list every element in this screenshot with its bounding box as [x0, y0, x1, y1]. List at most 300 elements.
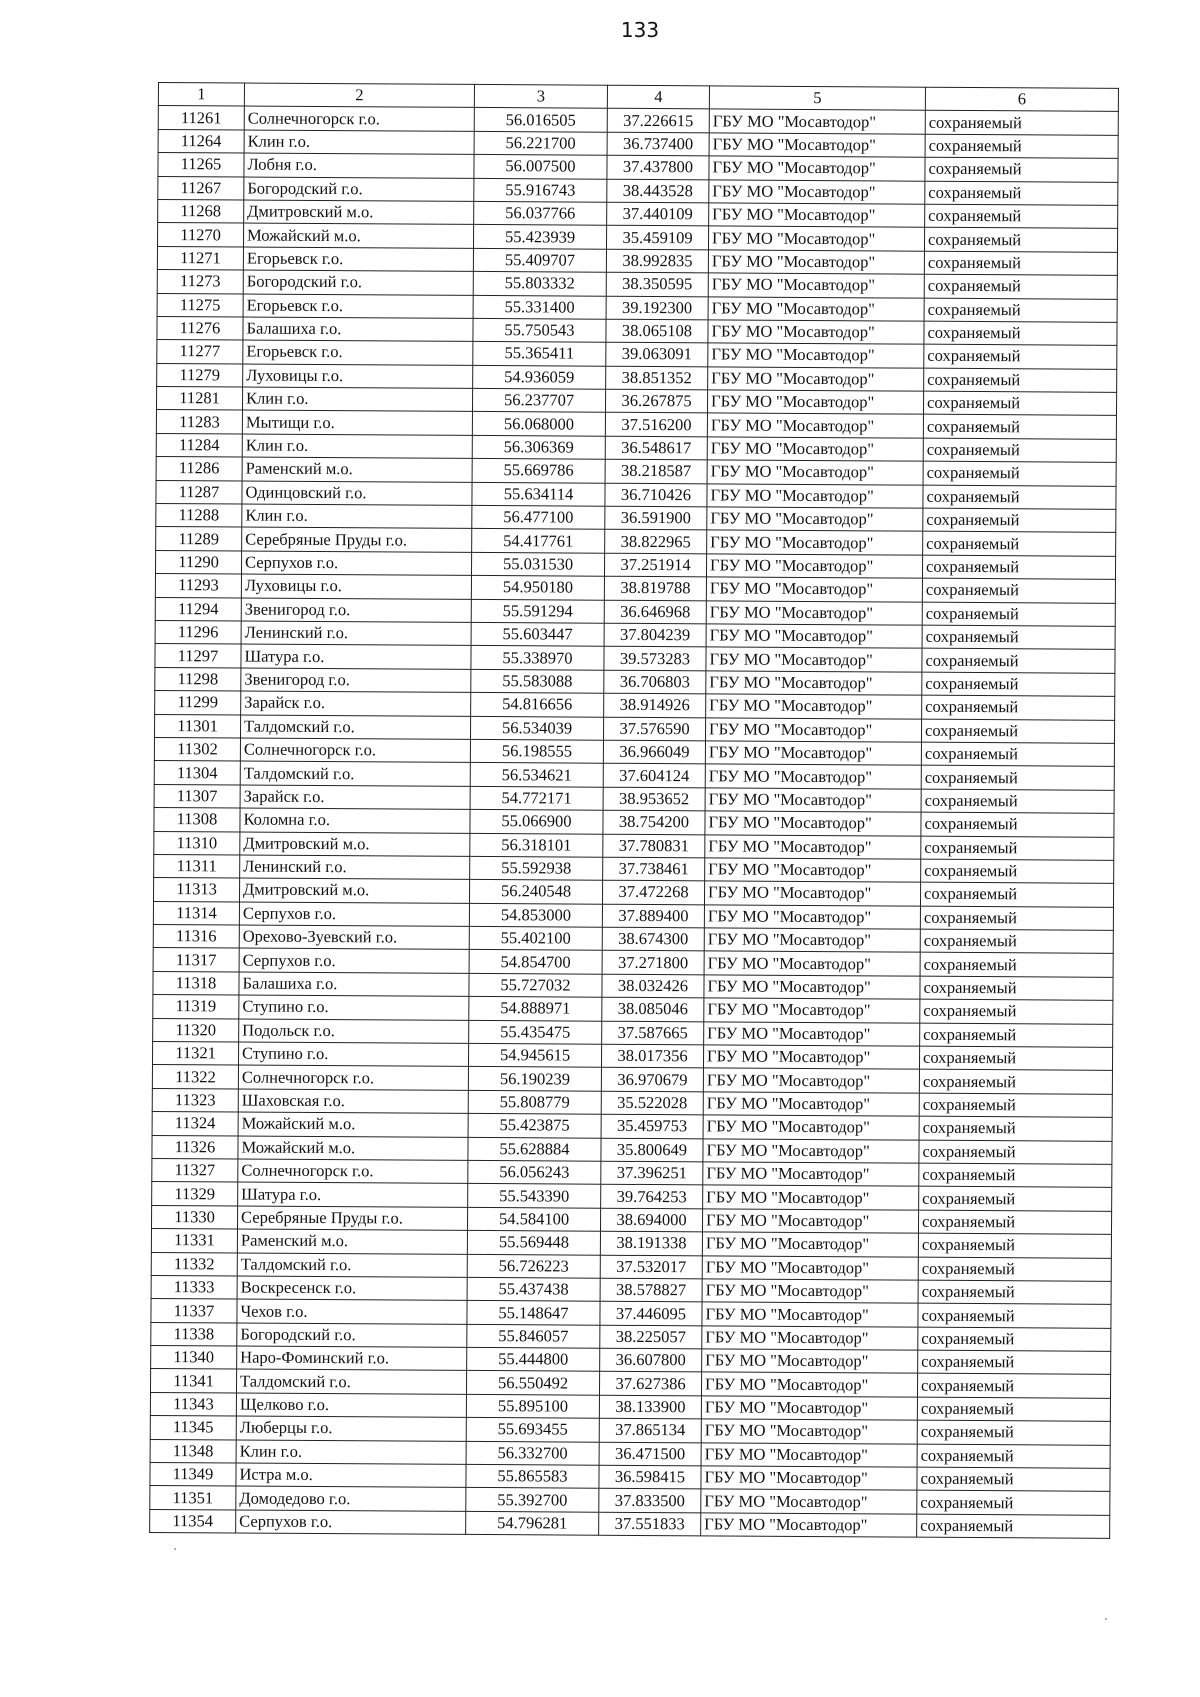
cell-longitude: 36.548617 — [605, 436, 707, 460]
cell-municipality: Клин г.о. — [242, 387, 472, 412]
cell-status: сохраняемый — [923, 508, 1116, 533]
cell-owner: ГБУ МО "Мосавтодор" — [707, 390, 923, 415]
cell-municipality: Шаховская г.о. — [238, 1089, 468, 1114]
cell-owner: ГБУ МО "Мосавтодор" — [705, 717, 921, 742]
cell-municipality: Богородский г.о. — [237, 1323, 467, 1348]
column-header-5: 5 — [709, 86, 925, 111]
cell-status: сохраняемый — [920, 929, 1113, 954]
cell-owner: ГБУ МО "Мосавтодор" — [707, 460, 923, 485]
cell-latitude: 54.945615 — [468, 1043, 601, 1067]
scan-speck — [174, 1548, 176, 1550]
cell-latitude: 56.190239 — [468, 1067, 601, 1091]
cell-row-id: 11331 — [151, 1229, 237, 1253]
cell-owner: ГБУ МО "Мосавтодор" — [702, 1209, 918, 1234]
cell-latitude: 54.417761 — [472, 529, 605, 553]
column-header-2: 2 — [244, 83, 474, 108]
cell-owner: ГБУ МО "Мосавтодор" — [703, 1162, 919, 1187]
cell-municipality: Дмитровский м.о. — [240, 832, 470, 857]
cell-owner: ГБУ МО "Мосавтодор" — [709, 109, 925, 134]
cell-latitude: 54.584100 — [467, 1207, 600, 1231]
cell-municipality: Звенигород г.о. — [241, 668, 471, 693]
cell-longitude: 38.133900 — [599, 1395, 701, 1419]
cell-municipality: Чехов г.о. — [237, 1299, 467, 1324]
cell-row-id: 11290 — [155, 550, 241, 574]
cell-status: сохраняемый — [921, 836, 1114, 861]
cell-municipality: Клин г.о. — [244, 130, 474, 155]
cell-row-id: 11322 — [152, 1065, 238, 1089]
cell-owner: ГБУ МО "Мосавтодор" — [701, 1442, 917, 1467]
cell-owner: ГБУ МО "Мосавтодор" — [704, 928, 920, 953]
cell-longitude: 37.627386 — [599, 1372, 701, 1396]
cell-owner: ГБУ МО "Мосавтодор" — [703, 1068, 919, 1093]
cell-row-id: 11277 — [157, 340, 243, 364]
cell-owner: ГБУ МО "Мосавтодор" — [709, 179, 925, 204]
cell-row-id: 11297 — [155, 644, 241, 668]
cell-owner: ГБУ МО "Мосавтодор" — [709, 156, 925, 181]
cell-status: сохраняемый — [923, 438, 1116, 463]
cell-row-id: 11268 — [158, 199, 244, 223]
cell-status: сохраняемый — [918, 1303, 1111, 1328]
cell-owner: ГБУ МО "Мосавтодор" — [704, 1021, 920, 1046]
cell-longitude: 35.522028 — [601, 1091, 703, 1115]
cell-status: сохраняемый — [923, 485, 1116, 510]
cell-row-id: 11323 — [152, 1088, 238, 1112]
cell-owner: ГБУ МО "Мосавтодор" — [704, 975, 920, 1000]
cell-row-id: 11314 — [153, 901, 239, 925]
cell-municipality: Коломна г.о. — [240, 808, 470, 833]
cell-status: сохраняемый — [917, 1397, 1110, 1422]
cell-latitude: 55.693455 — [466, 1418, 599, 1442]
cell-owner: ГБУ МО "Мосавтодор" — [708, 367, 924, 392]
cell-latitude: 56.550492 — [466, 1371, 599, 1395]
cell-municipality: Балашиха г.о. — [239, 972, 469, 997]
cell-status: сохраняемый — [918, 1210, 1111, 1235]
cell-longitude: 38.754200 — [603, 810, 705, 834]
cell-latitude: 56.332700 — [466, 1441, 599, 1465]
cell-status: сохраняемый — [919, 1093, 1112, 1118]
cell-latitude: 56.068000 — [472, 412, 605, 436]
cell-status: сохраняемый — [924, 251, 1117, 276]
cell-longitude: 37.865134 — [599, 1418, 701, 1442]
cell-municipality: Луховицы г.о. — [241, 574, 471, 599]
column-header-1: 1 — [158, 83, 244, 107]
cell-longitude: 36.591900 — [605, 506, 707, 530]
cell-latitude: 55.365411 — [473, 342, 606, 366]
cell-row-id: 11345 — [150, 1416, 236, 1440]
cell-longitude: 37.440109 — [607, 202, 709, 226]
cell-owner: ГБУ МО "Мосавтодор" — [705, 834, 921, 859]
cell-row-id: 11271 — [157, 246, 243, 270]
cell-latitude: 55.409707 — [473, 248, 606, 272]
cell-status: сохраняемый — [924, 274, 1117, 299]
cell-row-id: 11279 — [157, 363, 243, 387]
cell-longitude: 37.587665 — [602, 1021, 704, 1045]
cell-longitude: 37.576590 — [603, 717, 705, 741]
cell-status: сохраняемый — [922, 602, 1115, 627]
cell-municipality: Егорьевск г.о. — [243, 340, 473, 365]
cell-longitude: 38.819788 — [604, 576, 706, 600]
cell-longitude: 37.804239 — [604, 623, 706, 647]
cell-latitude: 55.865583 — [466, 1464, 599, 1488]
cell-latitude: 55.591294 — [471, 599, 604, 623]
cell-row-id: 11326 — [152, 1135, 238, 1159]
cell-municipality: Серебряные Пруды г.о. — [242, 527, 472, 552]
cell-owner: ГБУ МО "Мосавтодор" — [702, 1302, 918, 1327]
cell-status: сохраняемый — [921, 766, 1114, 791]
cell-municipality: Люберцы г.о. — [236, 1416, 466, 1441]
cell-row-id: 11287 — [156, 480, 242, 504]
cell-municipality: Раменский м.о. — [242, 457, 472, 482]
cell-status: сохраняемый — [922, 672, 1115, 697]
cell-municipality: Серпухов г.о. — [239, 948, 469, 973]
cell-longitude: 37.472268 — [602, 881, 704, 905]
cell-latitude: 56.221700 — [474, 131, 607, 155]
cell-municipality: Ступино г.о. — [239, 995, 469, 1020]
cell-status: сохраняемый — [921, 742, 1114, 767]
cell-longitude: 37.551833 — [599, 1512, 701, 1536]
cell-municipality: Домодедово г.о. — [236, 1486, 466, 1511]
cell-longitude: 35.800649 — [601, 1138, 703, 1162]
cell-owner: ГБУ МО "Мосавтодор" — [706, 671, 922, 696]
cell-row-id: 11316 — [153, 925, 239, 949]
cell-latitude: 55.583088 — [471, 669, 604, 693]
cell-owner: ГБУ МО "Мосавтодор" — [708, 226, 924, 251]
cell-status: сохраняемый — [925, 157, 1118, 182]
cell-status: сохраняемый — [919, 1046, 1112, 1071]
cell-owner: ГБУ МО "Мосавтодор" — [705, 811, 921, 836]
cell-row-id: 11299 — [155, 691, 241, 715]
cell-municipality: Талдомский г.о. — [236, 1369, 466, 1394]
cell-latitude: 54.816656 — [471, 693, 604, 717]
cell-row-id: 11301 — [154, 714, 240, 738]
cell-row-id: 11288 — [156, 504, 242, 528]
cell-status: сохраняемый — [924, 344, 1117, 369]
cell-longitude: 38.225057 — [600, 1325, 702, 1349]
cell-row-id: 11307 — [154, 784, 240, 808]
cell-owner: ГБУ МО "Мосавтодор" — [706, 554, 922, 579]
cell-longitude: 36.267875 — [605, 389, 707, 413]
cell-latitude: 54.772171 — [470, 786, 603, 810]
cell-longitude: 38.032426 — [602, 974, 704, 998]
cell-latitude: 54.796281 — [466, 1511, 599, 1535]
cell-municipality: Шатура г.о. — [241, 644, 471, 669]
cell-row-id: 11281 — [156, 387, 242, 411]
cell-row-id: 11343 — [150, 1392, 236, 1416]
cell-owner: ГБУ МО "Мосавтодор" — [702, 1349, 918, 1374]
cell-owner: ГБУ МО "Мосавтодор" — [701, 1372, 917, 1397]
cell-owner: ГБУ МО "Мосавтодор" — [705, 741, 921, 766]
page-number: 133 — [620, 18, 660, 42]
cell-municipality: Щелково г.о. — [236, 1393, 466, 1418]
cell-status: сохраняемый — [922, 695, 1115, 720]
cell-owner: ГБУ МО "Мосавтодор" — [702, 1326, 918, 1351]
cell-municipality: Балашиха г.о. — [243, 317, 473, 342]
cell-latitude: 56.306369 — [472, 435, 605, 459]
cell-owner: ГБУ МО "Мосавтодор" — [701, 1396, 917, 1421]
cell-municipality: Зарайск г.о. — [240, 785, 470, 810]
cell-row-id: 11276 — [157, 316, 243, 340]
cell-status: сохраняемый — [925, 134, 1118, 159]
cell-municipality: Егорьевск г.о. — [243, 247, 473, 272]
cell-owner: ГБУ МО "Мосавтодор" — [703, 1138, 919, 1163]
cell-row-id: 11270 — [157, 223, 243, 247]
cell-status: сохраняемый — [917, 1374, 1110, 1399]
cell-municipality: Клин г.о. — [242, 504, 472, 529]
cell-latitude: 54.950180 — [471, 576, 604, 600]
cell-latitude: 55.444800 — [467, 1348, 600, 1372]
cell-owner: ГБУ МО "Мосавтодор" — [709, 133, 925, 158]
cell-longitude: 37.446095 — [600, 1302, 702, 1326]
cell-status: сохраняемый — [922, 578, 1115, 603]
cell-owner: ГБУ МО "Мосавтодор" — [706, 647, 922, 672]
cell-municipality: Серпухов г.о. — [239, 902, 469, 927]
cell-latitude: 55.331400 — [473, 295, 606, 319]
cell-row-id: 11349 — [150, 1463, 236, 1487]
cell-owner: ГБУ МО "Мосавтодор" — [707, 507, 923, 532]
cell-latitude: 54.936059 — [473, 365, 606, 389]
column-header-6: 6 — [925, 87, 1118, 112]
cell-row-id: 11275 — [157, 293, 243, 317]
cell-longitude: 37.889400 — [602, 904, 704, 928]
cell-row-id: 11311 — [154, 854, 240, 878]
cell-status: сохраняемый — [922, 625, 1115, 650]
table-row — [150, 1509, 1110, 1538]
cell-status: сохраняемый — [918, 1350, 1111, 1375]
cell-municipality: Солнечногорск г.о. — [238, 1159, 468, 1184]
cell-longitude: 38.065108 — [606, 319, 708, 343]
cell-latitude: 55.437438 — [467, 1277, 600, 1301]
cell-municipality: Раменский м.о. — [237, 1229, 467, 1254]
cell-row-id: 11284 — [156, 433, 242, 457]
cell-longitude: 37.516200 — [605, 413, 707, 437]
cell-status: сохраняемый — [919, 1187, 1112, 1212]
cell-latitude: 56.534039 — [470, 716, 603, 740]
cell-longitude: 36.966049 — [603, 740, 705, 764]
cell-status: сохраняемый — [917, 1514, 1110, 1539]
cell-owner: ГБУ МО "Мосавтодор" — [707, 413, 923, 438]
cell-row-id: 11337 — [151, 1299, 237, 1323]
cell-owner: ГБУ МО "Мосавтодор" — [701, 1466, 917, 1491]
cell-latitude: 55.750543 — [473, 318, 606, 342]
cell-owner: ГБУ МО "Мосавтодор" — [708, 343, 924, 368]
cell-longitude: 38.992835 — [606, 249, 708, 273]
cell-municipality: Одинцовский г.о. — [242, 481, 472, 506]
cell-owner: ГБУ МО "Мосавтодор" — [701, 1489, 917, 1514]
cell-status: сохраняемый — [925, 204, 1118, 229]
cell-latitude: 56.534621 — [470, 763, 603, 787]
cell-owner: ГБУ МО "Мосавтодор" — [708, 320, 924, 345]
cell-owner: ГБУ МО "Мосавтодор" — [702, 1255, 918, 1280]
cell-municipality: Зарайск г.о. — [241, 691, 471, 716]
cell-latitude: 56.056243 — [468, 1160, 601, 1184]
cell-longitude: 38.851352 — [606, 366, 708, 390]
cell-status: сохраняемый — [917, 1444, 1110, 1469]
cell-longitude: 38.578827 — [600, 1278, 702, 1302]
cell-municipality: Богородский г.о. — [244, 177, 474, 202]
cell-latitude: 55.808779 — [468, 1090, 601, 1114]
cell-longitude: 38.914926 — [604, 693, 706, 717]
cell-row-id: 11338 — [151, 1322, 237, 1346]
cell-row-id: 11308 — [154, 808, 240, 832]
cell-latitude: 56.198555 — [470, 739, 603, 763]
cell-status: сохраняемый — [920, 999, 1113, 1024]
cell-status: сохраняемый — [925, 181, 1118, 206]
cell-status: сохраняемый — [917, 1467, 1110, 1492]
cell-status: сохраняемый — [917, 1420, 1110, 1445]
cell-row-id: 11348 — [150, 1439, 236, 1463]
cell-status: сохраняемый — [917, 1491, 1110, 1516]
cell-status: сохраняемый — [919, 1163, 1112, 1188]
cell-municipality: Талдомский г.о. — [240, 761, 470, 786]
column-header-4: 4 — [607, 85, 709, 109]
cell-longitude: 39.063091 — [606, 343, 708, 367]
cell-municipality: Егорьевск г.о. — [243, 294, 473, 319]
cell-municipality: Можайский м.о. — [243, 223, 473, 248]
cell-longitude: 37.226615 — [607, 109, 709, 133]
cell-status: сохраняемый — [921, 812, 1114, 837]
cell-municipality: Талдомский г.о. — [240, 715, 470, 740]
cell-municipality: Солнечногорск г.о. — [238, 1065, 468, 1090]
cell-status: сохраняемый — [921, 789, 1114, 814]
cell-latitude: 55.338970 — [471, 646, 604, 670]
cell-status: сохраняемый — [924, 321, 1117, 346]
cell-municipality: Талдомский г.о. — [237, 1253, 467, 1278]
cell-longitude: 37.396251 — [601, 1161, 703, 1185]
cell-owner: ГБУ МО "Мосавтодор" — [708, 250, 924, 275]
cell-row-id: 11319 — [153, 995, 239, 1019]
cell-status: сохраняемый — [918, 1280, 1111, 1305]
cell-municipality: Солнечногорск г.о. — [240, 738, 470, 763]
cell-longitude: 36.598415 — [599, 1465, 701, 1489]
cell-owner: ГБУ МО "Мосавтодор" — [706, 577, 922, 602]
cell-status: сохраняемый — [922, 649, 1115, 674]
cell-longitude: 37.738461 — [603, 857, 705, 881]
cell-longitude: 38.085046 — [602, 997, 704, 1021]
cell-row-id: 11296 — [155, 620, 241, 644]
cell-latitude: 56.318101 — [470, 833, 603, 857]
cell-longitude: 37.604124 — [603, 764, 705, 788]
cell-longitude: 35.459109 — [606, 226, 708, 250]
cell-latitude: 55.543390 — [468, 1184, 601, 1208]
cell-municipality: Истра м.о. — [236, 1463, 466, 1488]
cell-municipality: Серебряные Пруды г.о. — [237, 1206, 467, 1231]
cell-row-id: 11313 — [153, 878, 239, 902]
cell-longitude: 36.646968 — [604, 600, 706, 624]
cell-status: сохраняемый — [920, 882, 1113, 907]
cell-municipality: Можайский м.о. — [238, 1112, 468, 1137]
cell-municipality: Ленинский г.о. — [241, 621, 471, 646]
cell-latitude: 55.603447 — [471, 622, 604, 646]
cell-owner: ГБУ МО "Мосавтодор" — [705, 788, 921, 813]
cell-status: сохраняемый — [919, 1070, 1112, 1095]
cell-latitude: 55.031530 — [471, 552, 604, 576]
cell-municipality: Звенигород г.о. — [241, 598, 471, 623]
cell-status: сохраняемый — [918, 1327, 1111, 1352]
cell-latitude: 55.803332 — [473, 272, 606, 296]
cell-latitude: 55.669786 — [472, 459, 605, 483]
cell-longitude: 37.251914 — [604, 553, 706, 577]
cell-municipality: Серпухов г.о. — [241, 551, 471, 576]
cell-longitude: 37.532017 — [600, 1255, 702, 1279]
cell-owner: ГБУ МО "Мосавтодор" — [708, 296, 924, 321]
cell-latitude: 55.148647 — [467, 1301, 600, 1325]
cell-owner: ГБУ МО "Мосавтодор" — [704, 905, 920, 930]
cell-status: сохраняемый — [920, 953, 1113, 978]
cell-latitude: 55.895100 — [466, 1394, 599, 1418]
cell-longitude: 36.710426 — [605, 483, 707, 507]
cell-status: сохраняемый — [921, 859, 1114, 884]
cell-row-id: 11294 — [155, 597, 241, 621]
cell-municipality: Ступино г.о. — [238, 1042, 468, 1067]
cell-status: сохраняемый — [923, 391, 1116, 416]
cell-municipality: Серпухов г.о. — [236, 1510, 466, 1535]
cell-row-id: 11298 — [155, 667, 241, 691]
scan-speck — [1105, 1618, 1107, 1620]
cell-status: сохраняемый — [920, 1023, 1113, 1048]
cell-latitude: 54.853000 — [469, 903, 602, 927]
cell-row-id: 11318 — [153, 971, 239, 995]
cell-row-id: 11321 — [152, 1042, 238, 1066]
cell-latitude: 54.888971 — [469, 997, 602, 1021]
cell-owner: ГБУ МО "Мосавтодор" — [709, 203, 925, 228]
cell-municipality: Клин г.о. — [242, 434, 472, 459]
cell-row-id: 11327 — [152, 1158, 238, 1182]
cell-row-id: 11310 — [154, 831, 240, 855]
cell-owner: ГБУ МО "Мосавтодор" — [701, 1513, 917, 1538]
cell-row-id: 11283 — [156, 410, 242, 434]
cell-row-id: 11265 — [158, 153, 244, 177]
cell-longitude: 37.437800 — [607, 155, 709, 179]
cell-latitude: 56.007500 — [474, 155, 607, 179]
cell-owner: ГБУ МО "Мосавтодор" — [707, 484, 923, 509]
cell-status: сохраняемый — [920, 976, 1113, 1001]
cell-owner: ГБУ МО "Мосавтодор" — [707, 530, 923, 555]
cell-municipality: Мытищи г.о. — [242, 410, 472, 435]
cell-latitude: 55.846057 — [467, 1324, 600, 1348]
cell-status: сохраняемый — [920, 906, 1113, 931]
cell-status: сохраняемый — [919, 1140, 1112, 1165]
cell-longitude: 38.674300 — [602, 927, 704, 951]
cell-longitude: 39.573283 — [604, 647, 706, 671]
cell-owner: ГБУ МО "Мосавтодор" — [705, 764, 921, 789]
cell-row-id: 11324 — [152, 1112, 238, 1136]
cell-row-id: 11261 — [158, 106, 244, 130]
cell-longitude: 37.271800 — [602, 951, 704, 975]
table-container — [149, 82, 1118, 1539]
cell-row-id: 11330 — [151, 1205, 237, 1229]
cell-owner: ГБУ МО "Мосавтодор" — [703, 1045, 919, 1070]
cell-longitude: 35.459753 — [601, 1114, 703, 1138]
cell-row-id: 11340 — [151, 1346, 237, 1370]
cell-row-id: 11302 — [154, 737, 240, 761]
cell-municipality: Подольск г.о. — [239, 1019, 469, 1044]
cell-longitude: 37.780831 — [603, 834, 705, 858]
cell-row-id: 11351 — [150, 1486, 236, 1510]
cell-row-id: 11267 — [158, 176, 244, 200]
cell-status: сохраняемый — [919, 1116, 1112, 1141]
cell-row-id: 11289 — [156, 527, 242, 551]
cell-owner: ГБУ МО "Мосавтодор" — [701, 1419, 917, 1444]
cell-municipality: Ленинский г.о. — [240, 855, 470, 880]
cell-row-id: 11304 — [154, 761, 240, 785]
cell-status: сохраняемый — [922, 555, 1115, 580]
cell-longitude: 36.737400 — [607, 132, 709, 156]
cell-municipality: Воскресенск г.о. — [237, 1276, 467, 1301]
column-header-3: 3 — [474, 84, 607, 108]
cell-owner: ГБУ МО "Мосавтодор" — [703, 1092, 919, 1117]
cell-owner: ГБУ МО "Мосавтодор" — [704, 881, 920, 906]
cell-owner: ГБУ МО "Мосавтодор" — [706, 694, 922, 719]
